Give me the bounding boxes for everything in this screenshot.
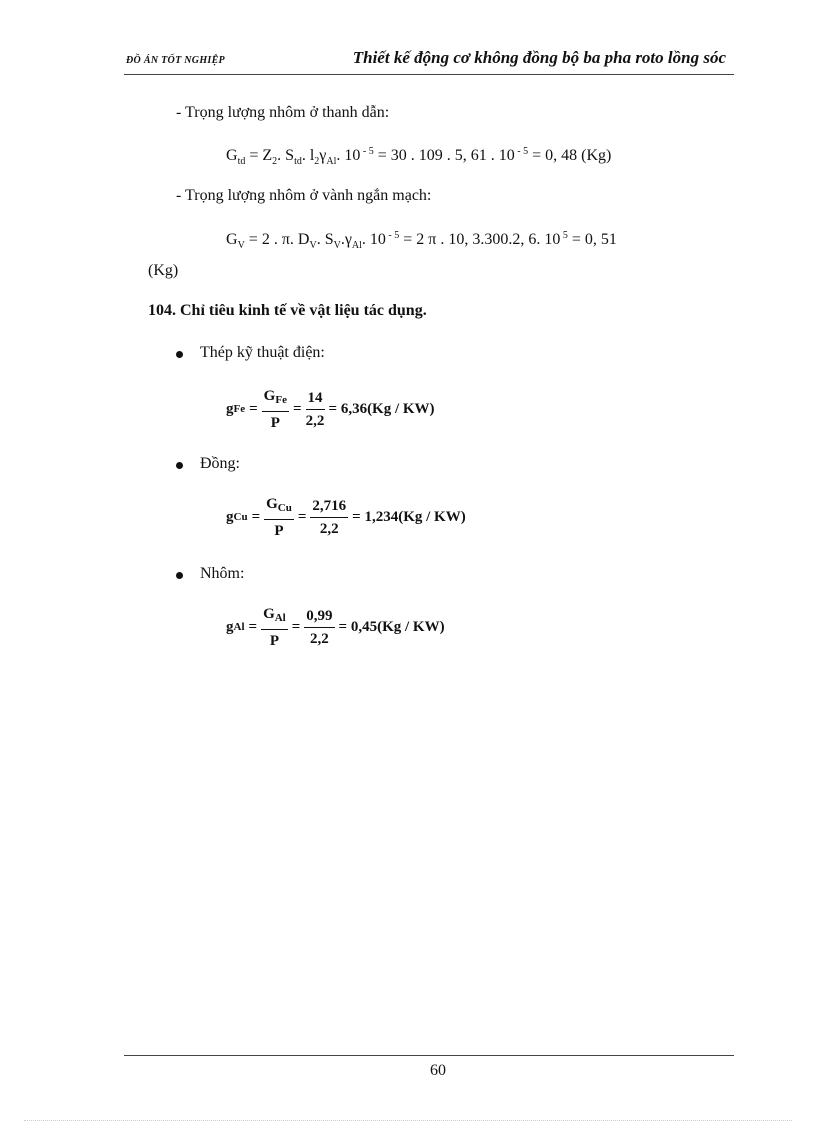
eq1-rest: = 30 . 109 . 5, 61 . 10: [373, 147, 515, 164]
formula-aluminum-num1: [261, 605, 288, 630]
formula-copper-eq1: =: [251, 508, 261, 525]
eq2-part5: = 2 π . 10, 3.300.2, 6. 10: [399, 231, 561, 248]
eq1-ten: . 10: [336, 147, 361, 164]
formula-steel-num1-g: G: [263, 387, 276, 404]
formula-copper-den1: P: [274, 522, 284, 539]
eq2-part3: .γ: [340, 231, 352, 248]
eq1-exp2: - 5: [514, 146, 529, 157]
eq2-d-sub: V: [309, 240, 317, 251]
eq2-part4: . 10: [361, 231, 386, 248]
eq1-dot1: .: [277, 147, 286, 164]
eq1-result: = 0, 48 (Kg): [528, 147, 612, 164]
formula-aluminum-frac1: [261, 605, 288, 650]
eq2-part1: = 2 . π. D: [244, 231, 310, 248]
formula-copper-frac2: [310, 497, 348, 538]
formula-copper-den2: 2,2: [319, 520, 339, 537]
formula-copper-eq2: =: [297, 508, 307, 525]
eq1-eq: =: [245, 147, 263, 164]
eq1-exp: - 5: [360, 146, 374, 157]
equation-ring-weight: [226, 230, 617, 251]
formula-steel-den2: 2,2: [305, 412, 325, 429]
eq1-z: Z: [262, 147, 273, 164]
eq1-z-sub: 2: [272, 156, 278, 167]
formula-aluminum: [226, 600, 445, 654]
formula-copper-g-sub: Cu: [233, 511, 248, 523]
eq1-gamma: γ: [319, 147, 327, 164]
page-bottom-divider: [24, 1120, 792, 1121]
formula-steel-frac2: [306, 389, 325, 430]
item-copper-label: Đồng:: [200, 455, 240, 472]
formula-aluminum-g-sub: Al: [233, 621, 245, 633]
page-header: [124, 48, 734, 75]
formula-steel-frac1: [262, 387, 289, 432]
formula-aluminum-result: = 0,45(Kg / KW): [338, 618, 445, 635]
eq2-result: = 0, 51: [567, 231, 617, 248]
formula-aluminum-den2: 2,2: [310, 630, 329, 647]
formula-aluminum-den1: P: [269, 632, 279, 649]
eq1-s: S: [285, 147, 295, 164]
formula-steel-eq1: =: [249, 400, 258, 417]
formula-steel-result: = 6,36(Kg / KW): [328, 400, 435, 417]
formula-steel-num1-sub: Fe: [275, 393, 287, 406]
header-right-title: Thiết kế động cơ không đồng bộ ba pha roto lồng sóc: [352, 48, 726, 67]
eq1-g: G: [226, 147, 238, 164]
formula-aluminum-num1-g: G: [263, 605, 275, 622]
section-title: 104. Chỉ tiêu kinh tế về vật liệu tác dụng.: [148, 302, 427, 319]
formula-copper-num1-g: G: [266, 495, 278, 512]
formula-steel-num2: 14: [306, 389, 325, 410]
eq1-l: l: [309, 147, 315, 164]
formula-copper-g: g: [226, 508, 234, 525]
footer-divider: [124, 1055, 734, 1056]
bullet-icon: [176, 462, 183, 469]
formula-steel-den1: P: [270, 414, 280, 431]
header-left-title: ĐỒ ÁN TỐT NGHIỆP: [126, 55, 225, 66]
page-number: 60: [430, 1062, 446, 1079]
bullet-icon: [176, 351, 183, 358]
eq2-s-sub: V: [333, 240, 341, 251]
eq1-dot2: .: [301, 147, 310, 164]
formula-aluminum-num1-sub: Al: [274, 611, 286, 624]
eq2-part2: . S: [316, 231, 334, 248]
formula-copper-result: = 1,234(Kg / KW): [352, 508, 466, 525]
eq2-gamma-sub: Al: [351, 240, 362, 251]
formula-steel-g-sub: Fe: [233, 403, 246, 415]
eq1-gamma-sub: Al: [326, 156, 337, 167]
item-steel-label: Thép kỹ thuật điện:: [200, 344, 325, 361]
formula-copper-frac1: [264, 495, 294, 540]
formula-aluminum-num2: 0,99: [304, 607, 334, 628]
bullet-icon: [176, 572, 183, 579]
formula-copper-num1: [264, 495, 294, 520]
eq1-l-sub: 2: [314, 156, 320, 167]
eq2-exp2: 5: [560, 230, 568, 241]
formula-aluminum-eq1: =: [248, 618, 258, 635]
aluminum-ring-label: - Trọng lượng nhôm ở vành ngắn mạch:: [176, 187, 432, 204]
equation-bar-weight: [226, 146, 611, 167]
eq1-s-sub: td: [294, 156, 302, 167]
formula-copper: [226, 490, 466, 544]
formula-copper-num1-sub: Cu: [277, 501, 292, 514]
eq2-g: G: [226, 231, 238, 248]
aluminum-bar-label: - Trọng lượng nhôm ở thanh dẫn:: [176, 104, 390, 121]
formula-aluminum-eq2: =: [291, 618, 301, 635]
formula-aluminum-frac2: [304, 607, 334, 648]
formula-steel-eq2: =: [292, 400, 302, 417]
eq1-g-sub: td: [237, 156, 246, 167]
eq2-exp: - 5: [385, 230, 400, 241]
formula-aluminum-g: g: [226, 618, 234, 635]
item-aluminum-label: Nhôm:: [200, 565, 245, 582]
eq2-unit: (Kg): [148, 262, 179, 279]
formula-steel-g: g: [226, 400, 234, 417]
formula-steel: [226, 382, 435, 436]
formula-copper-num2: 2,716: [310, 497, 348, 518]
formula-steel-num1: [262, 387, 289, 412]
eq2-g-sub: V: [237, 240, 245, 251]
